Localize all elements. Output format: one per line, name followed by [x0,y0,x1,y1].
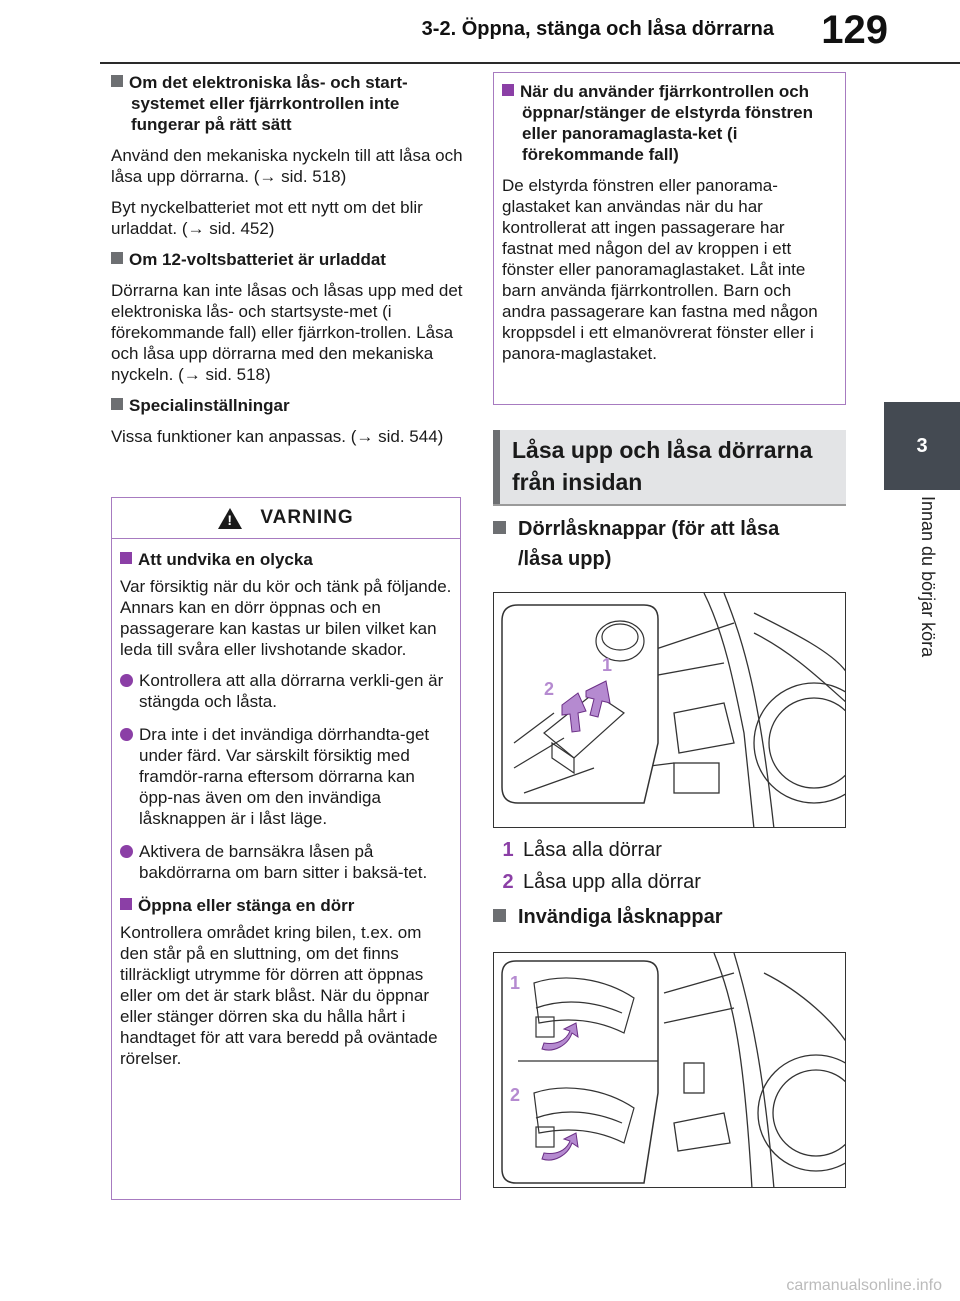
square-bullet-icon [111,75,123,87]
section-title: 3-2. Öppna, stänga och låsa dörrarna [421,18,774,40]
warning-text: Var försiktig när du kör och tänk på följande. Annars kan en dörr öppnas och en passagerare kan kastas ur bilen vilket kan leda till svåra eller livshotande skador. [120,577,452,659]
warning-text: Kontrollera området kring bilen, t.ex. om den står på en sluttning, om det finns tillräckligt utrymme för dörren att öppnas eller om det är stark blåst. När du öppnar eller stänger dörren ska du hålla hårt i handtaget för att vara beredd på oväntade rörelser. [120,923,438,1068]
chapter-tab[interactable]: 3 [884,402,960,490]
heading-customization: Specialinställningar [111,395,466,416]
callout-2: 2 [544,679,555,699]
section-banner [493,430,846,506]
note-box [493,72,846,405]
warning-bullet: Dra inte i det invändiga dörrhandta-get under färd. Var särskilt försiktig med framdör-rarna eftersom dörrarna kan öpp-nas även om den invändiga låsknappen är i låst läge. [120,724,452,829]
warning-title: VARNING [260,507,354,528]
square-bullet-icon [111,398,123,410]
square-bullet-icon [111,252,123,264]
warning-box [111,497,461,1200]
warning-section-heading: Öppna eller stänga en dörr [120,895,452,916]
square-bullet-icon [120,898,132,910]
square-bullet-icon [493,909,506,922]
chapter-title: Innan du börjar köra [918,496,938,658]
paragraph: Använd den mekaniska nyckeln till att låsa och låsa upp dörrarna. (→ sid. 518) [111,146,463,186]
paragraph: Dörrarna kan inte låsas och låsas upp med det elektroniska lås- och startsyste-met (i förekommande fall) eller fjärrkon-trollen. Låsa och låsa upp dörrarna med den mekaniska nyckeln. (→ sid. 518) [111,281,463,384]
square-bullet-icon [493,521,506,534]
page-number: 129 [821,8,888,52]
note-text: De elstyrda fönstren eller panorama-glastaket kan användas när du har kontrollerat att ingen passagerare har fastnat med någon del av kroppen i ett fönster eller panoramaglastaket. Låt inte barn använda fjärrkontrollen. Barn och andra passagerare kan fastna med någon kroppsdel i ett elmanövrerat fönster eller i panora-maglastaket. [502,176,818,363]
warning-bullet: Kontrollera att alla dörrarna verkli-gen är stängda och låsta. [120,670,452,712]
square-bullet-icon [120,552,132,564]
paragraph: Byt nyckelbatteriet mot ett nytt om det blir urladdat. (→ sid. 452) [111,198,423,238]
header-rule [100,62,960,64]
step-number: 1 [502,839,514,861]
step-item [493,870,701,894]
warning-bullet: Aktivera de barnsäkra låsen på bakdörrarna om barn sitter i baksä-tet. [120,841,452,883]
callout-1: 1 [602,655,613,675]
warning-triangle-icon [218,508,242,529]
step-text: Låsa upp alla dörrar [523,871,701,893]
warning-section-heading: Att undvika en olycka [120,549,452,570]
callout-2: 2 [510,1085,521,1105]
bullet-dot-icon [120,845,133,858]
banner-line-1: Låsa upp och låsa dörrarna [512,437,813,463]
bullet-dot-icon [120,674,133,687]
step-item [493,838,662,862]
page-header [0,0,960,64]
callout-1: 1 [510,973,521,993]
inside-lock-illustration [493,952,846,1188]
subsection-heading-door-lock-switch: Dörrlåsknappar (för att låsa /låsa upp) [493,514,833,574]
banner-line-2: från insidan [512,469,643,495]
subsection-heading-inside-lock: Invändiga låsknappar [493,902,833,932]
door-lock-switch-illustration [493,592,846,828]
bullet-dot-icon [120,728,133,741]
note-heading: När du använder fjärrkontrollen och öppnar/stänger de elstyrda fönstren eller panoramaglasta-ket (i förekommande fall) [502,81,837,165]
step-number: 2 [502,871,514,893]
warning-header [112,498,460,539]
step-text: Låsa alla dörrar [523,839,662,861]
banner-underline [493,504,846,506]
heading-battery: Om 12-voltsbatteriet är urladdat [111,249,466,270]
heading-keyless-failure: Om det elektroniska lås- och start-systemet eller fjärrkontrollen inte fungerar på rätt sätt [111,72,466,135]
paragraph: Vissa funktioner kan anpassas. (→ sid. 544) [111,427,444,446]
square-bullet-icon [502,84,514,96]
footer-watermark[interactable]: carmanualsonline.info [786,1277,942,1294]
left-column [111,72,466,457]
